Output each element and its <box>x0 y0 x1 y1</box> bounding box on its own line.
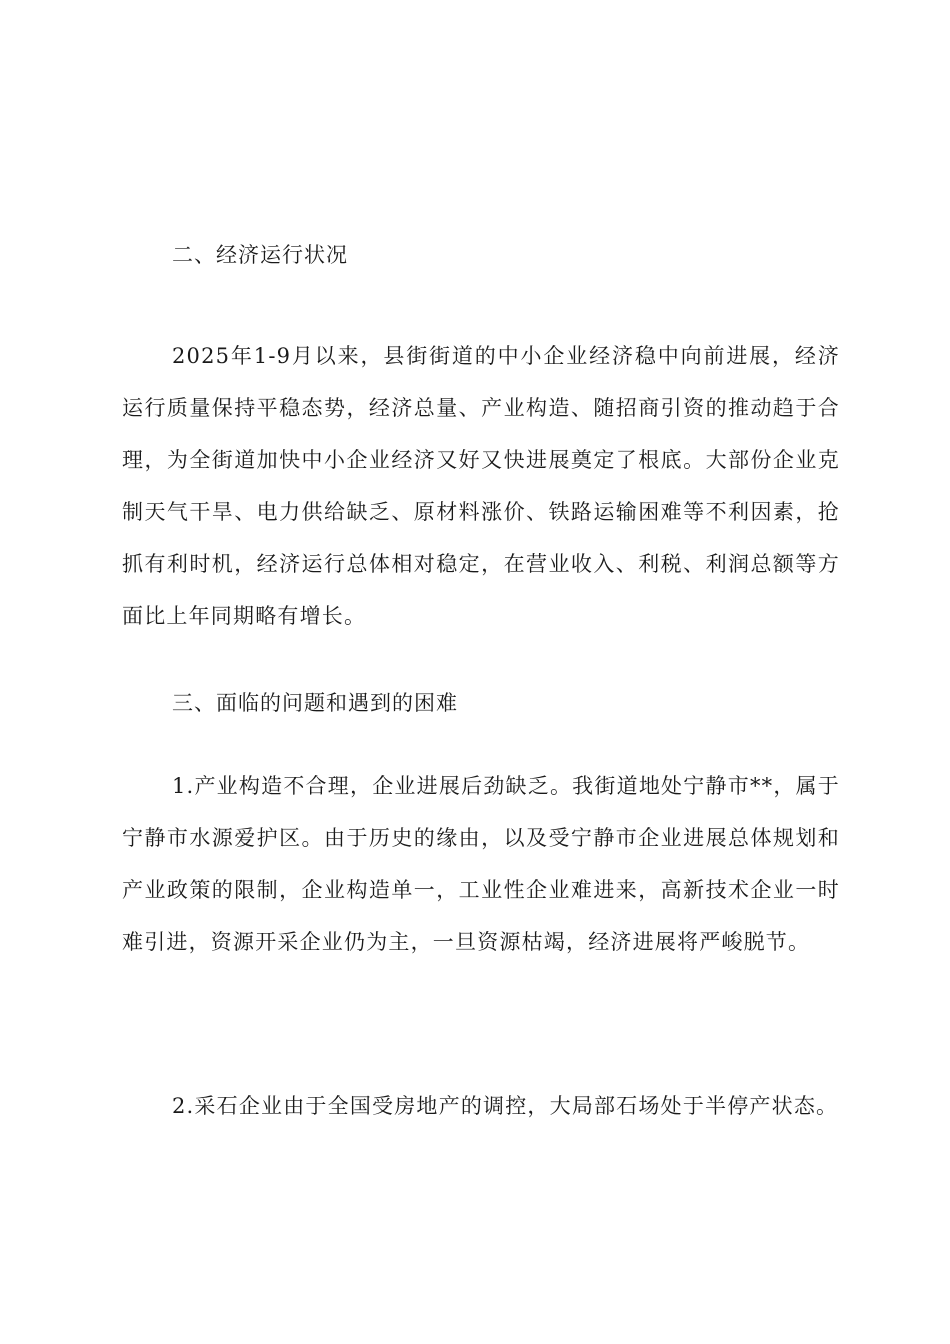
section-heading-economic-status: 二、经济运行状况 <box>172 243 348 267</box>
paragraph-economic-status: 2025年1-9月以来，县街街道的中小企业经济稳中向前进展，经济运行质量保持平稳态势，经济总量、产业构造、随招商引资的推动趋于合理，为全街道加快中小企业经济又好又快进展奠定了根底。大部份企业克制天气干旱、电力供给缺乏、原材料涨价、铁路运输困难等不利因素，抢抓有利时机，经济运行总体相对稳定，在营业收入、利税、利润总额等方面比上年同期略有增长。 <box>122 344 840 628</box>
paragraph-problem-1: 1.产业构造不合理，企业进展后劲缺乏。我街道地处宁静市**，属于宁静市水源爱护区。由于历史的缘由，以及受宁静市企业进展总体规划和产业政策的限制，企业构造单一，工业性企业难进来，高新技术企业一时难引进，资源开采企业仍为主，一旦资源枯竭，经济进展将严峻脱节。 <box>122 774 840 954</box>
paragraph-problem-2: 2.采石企业由于全国受房地产的调控，大局部石场处于半停产状态。 <box>172 1094 839 1118</box>
section-heading-problems: 三、面临的问题和遇到的困难 <box>172 691 458 715</box>
